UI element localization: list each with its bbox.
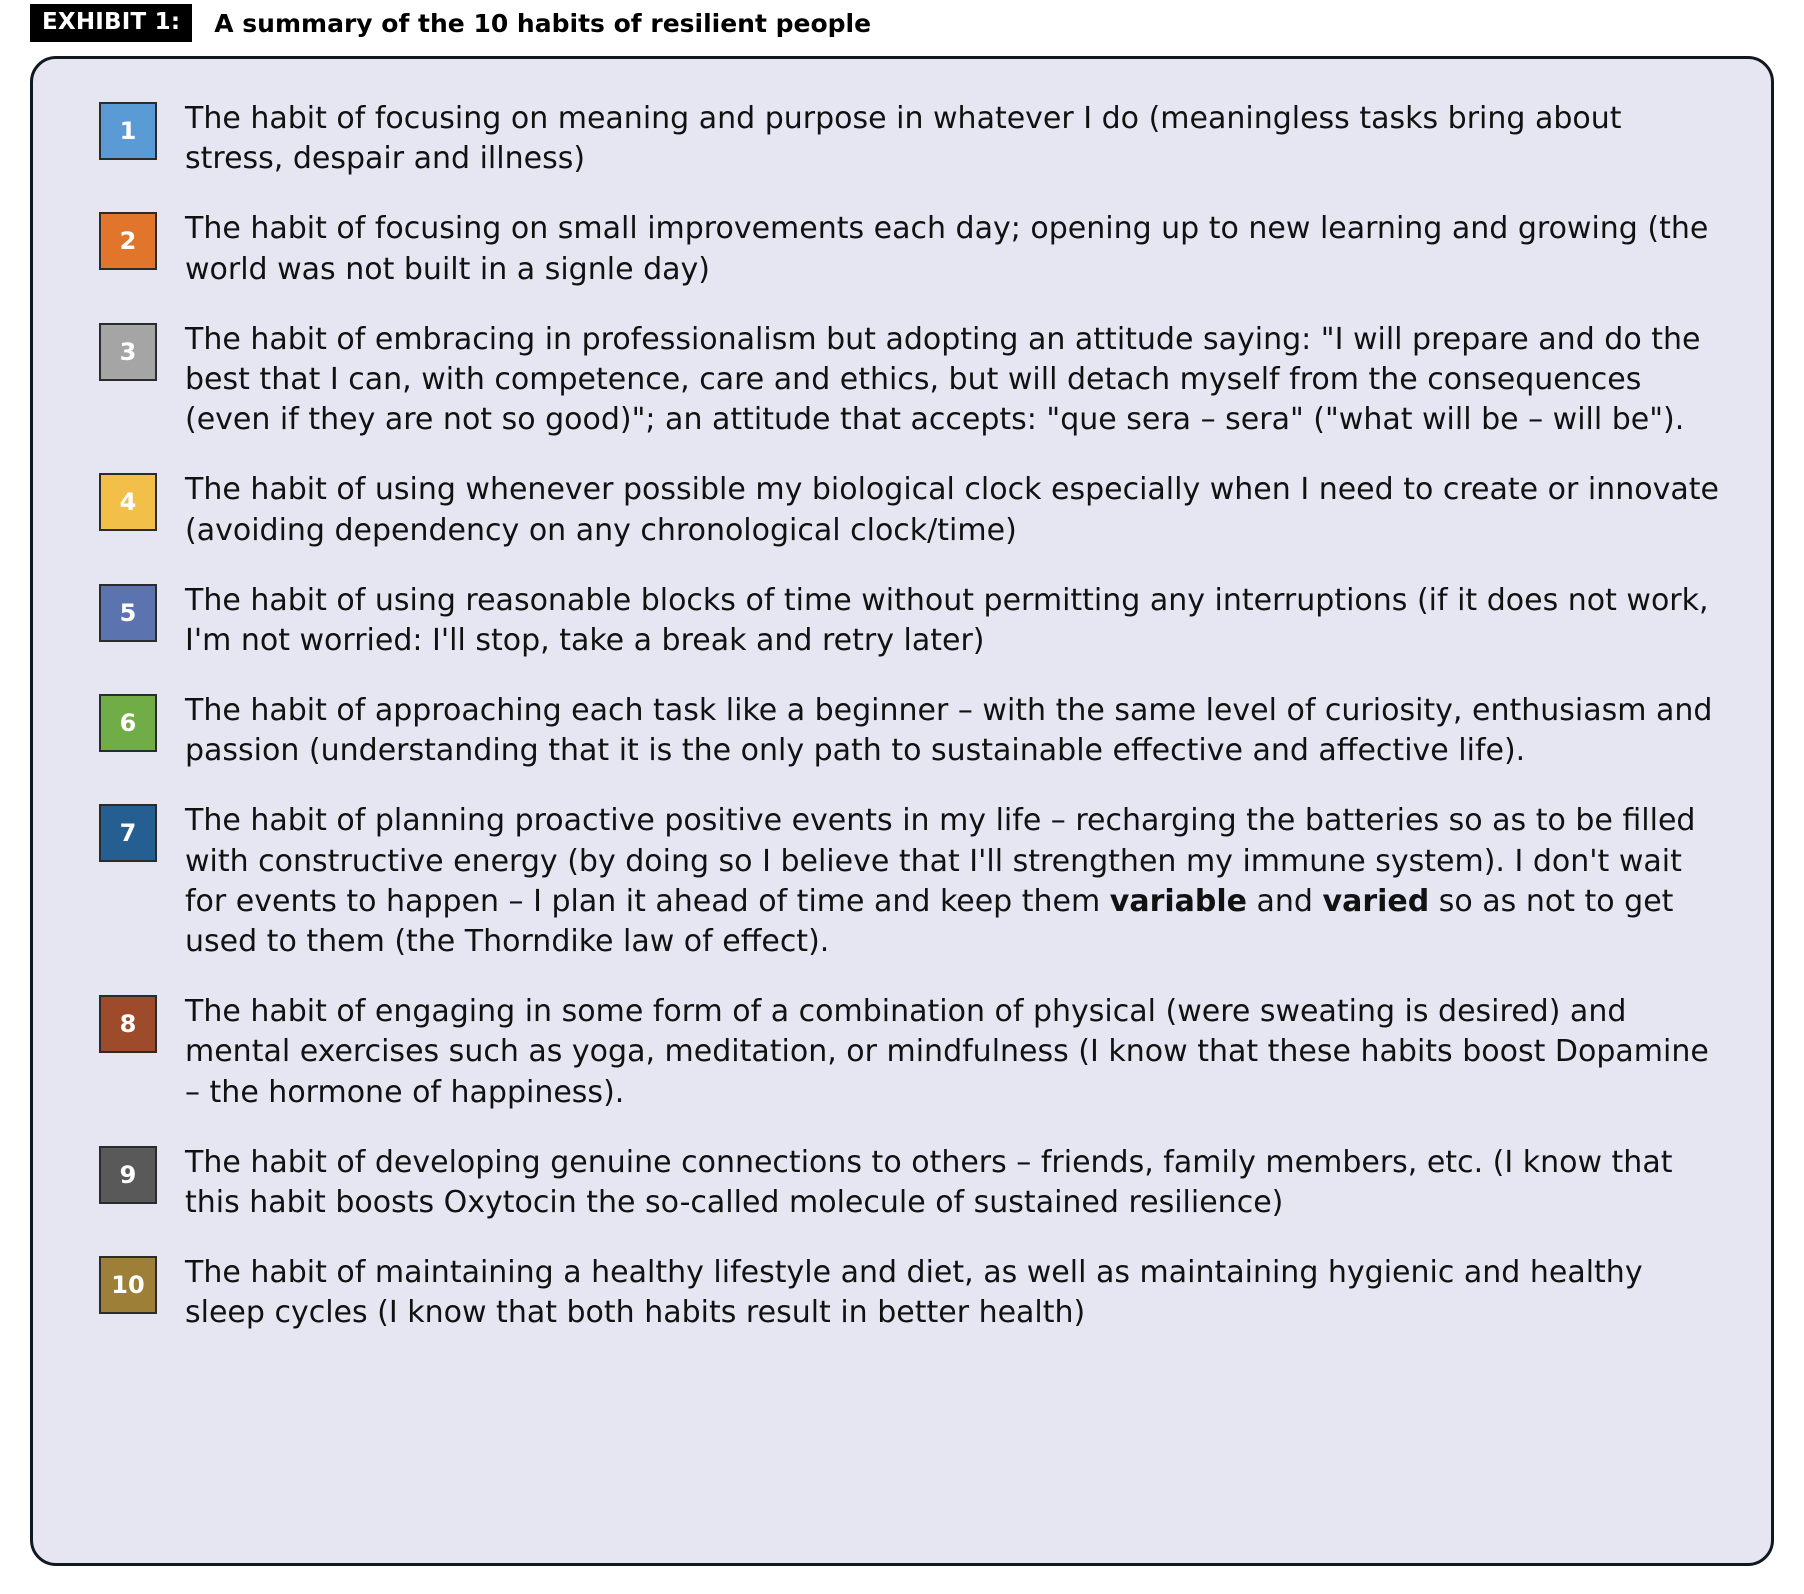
habit-text: The habit of using reasonable blocks of time without permitting any interruptions (if it does not work, I'm not worried: I'll stop, take a break and retry later) — [185, 582, 1709, 658]
habit-number-badge: 1 — [99, 102, 157, 160]
habit-text: The habit of approaching each task like a beginner – with the same level of curiosity, enthusiasm and passion (understanding that it is the only path to sustainable effective and affective life). — [185, 693, 1713, 769]
habit-item — [69, 320, 1735, 441]
habit-text: The habit of embracing in professionalism but adopting an attitude saying: "I will prepare and do the best that I can, with competence, care and ethics, but will detach myself from the consequences (even if they are not so good)"; an attitude that accepts: "que sera – sera" ("what will be – will be"). — [185, 321, 1701, 438]
habit-text: The habit of engaging in some form of a combination of physical (were sweating is desired) and mental exercises such as yoga, meditation, or mindfulness (I know that these habits boost Dopamine – the hormone of happiness). — [185, 994, 1709, 1110]
habit-number-badge: 10 — [99, 1256, 157, 1314]
habit-text: The habit of using whenever possible my biological clock especially when I need to create or innovate (avoiding dependency on any chronological clock/time) — [185, 472, 1719, 548]
habit-number-badge: 7 — [99, 804, 157, 862]
habit-item — [69, 801, 1735, 962]
habit-number-badge: 4 — [99, 473, 157, 531]
habit-number-badge: 5 — [99, 584, 157, 642]
habit-item — [69, 581, 1735, 661]
habit-text: The habit of focusing on small improvements each day; opening up to new learning and growing (the world was not built in a signle day) — [185, 211, 1709, 287]
habit-item — [69, 209, 1735, 289]
habit-number-badge: 6 — [99, 694, 157, 752]
habit-number-badge: 2 — [99, 212, 157, 270]
habits-list — [69, 99, 1735, 1334]
habit-text: The habit of developing genuine connections to others – friends, family members, etc. (I know that this habit boosts Oxytocin the so-called molecule of sustained resilience) — [185, 1144, 1673, 1220]
habit-text: The habit of maintaining a healthy lifestyle and diet, as well as maintaining hygienic and healthy sleep cycles (I know that both habits result in better health) — [185, 1255, 1643, 1331]
exhibit-tag: EXHIBIT 1: — [30, 4, 192, 42]
habit-text: The habit of focusing on meaning and purpose in whatever I do (meaningless tasks bring about stress, despair and illness) — [185, 101, 1622, 177]
habit-item — [69, 470, 1735, 550]
habit-text: The habit of planning proactive positive events in my life – recharging the batteries so as to be filled with constructive energy (by doing so I believe that I'll strengthen my immune system). I don't wait for events to happen – I plan it ahead of time and keep them variable and varied so as not to get used to them (the Thorndike law of effect). — [185, 803, 1696, 959]
habit-number-badge: 8 — [99, 995, 157, 1053]
habit-number-badge: 3 — [99, 323, 157, 381]
habit-item — [69, 1253, 1735, 1333]
habit-item — [69, 992, 1735, 1113]
habits-panel — [30, 56, 1774, 1566]
habit-item — [69, 1143, 1735, 1223]
habit-number-badge: 9 — [99, 1146, 157, 1204]
habit-item — [69, 99, 1735, 179]
exhibit-header — [0, 0, 1804, 46]
habit-item — [69, 691, 1735, 771]
page-title: A summary of the 10 habits of resilient people — [214, 8, 872, 38]
